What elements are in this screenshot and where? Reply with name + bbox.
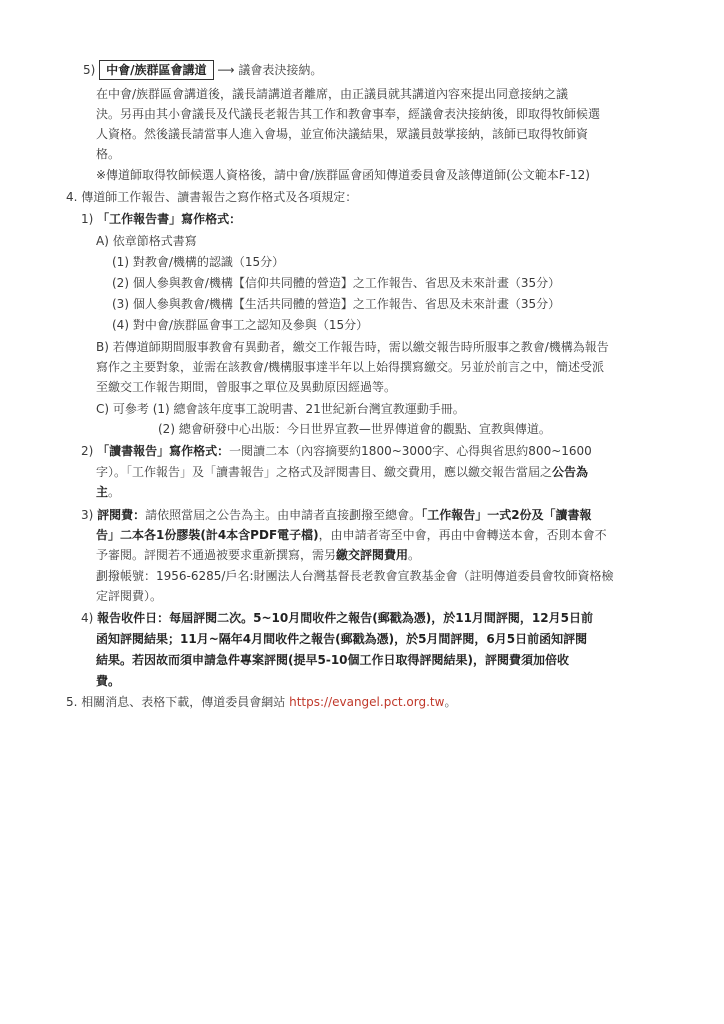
s3-text: 。 (408, 548, 421, 562)
item5-note: ※傳道師取得牧師候選人資格後，請中會/族群區會函知傳道委員會及該傳道師(公文範本F-12) (96, 168, 590, 182)
s1-a-item: (2) 個人參與教會/機構【信仰共同體的營造】之工作報告、省思及未來計畫（35分） (112, 276, 561, 290)
item5-line (83, 60, 322, 80)
s1-c-line: (2) 總會研發中心出版：今日世界宣教—世界傳道會的觀點、宣教與傳道。 (158, 422, 551, 436)
s2-title: 「讀書報告」寫作格式： (97, 444, 230, 458)
section4-heading: 4. 傳道師工作報告、讀書報告之寫作格式及各項規定： (66, 190, 358, 204)
section5-line (66, 694, 456, 710)
s2-bold: 公告為 (552, 465, 589, 479)
s4-line-1 (81, 610, 593, 626)
s2-number: 2) (81, 444, 94, 458)
s3-account-line: 劃撥帳號：1956-6285/戶名:財團法人台灣基督長老教會宣教基金會（註明傳道委員會牧師資格檢 (96, 569, 614, 583)
item5-number: 5) (83, 63, 96, 77)
s3-text: ，由申請者寄至中會，再由中會轉送本會，否則本會不 (318, 528, 607, 542)
item5-box-label: 中會/族群區會講道 (99, 60, 213, 80)
s4-line-4: 費。 (96, 674, 121, 688)
item5-para-line: 決。另再由其小會議長及代議長老報告其工作和教會事奉，經議會表決接納後，即取得牧師候選 (96, 107, 601, 121)
s1-title: 「工作報告書」寫作格式： (97, 212, 242, 226)
s4-number: 4) (81, 611, 94, 625)
s2-line-3 (96, 484, 120, 500)
s3-text: 予審閱。評閱若不通過被要求重新撰寫，需另 (96, 548, 337, 562)
s1-heading (81, 211, 241, 227)
s3-bold: 繳交評閱費用 (336, 548, 409, 562)
s2-text: 。 (108, 485, 121, 499)
s1-a-label: A) 依章節格式書寫 (96, 234, 197, 248)
s1-a-item: (1) 對教會/機構的認識（15分） (112, 255, 285, 269)
item5-para-line: 格。 (96, 147, 121, 161)
s2-bold: 主 (96, 485, 109, 499)
s1-a-item: (4) 對中會/族群區會事工之認知及參與（15分） (112, 318, 369, 332)
arrow-icon: ⟶ (217, 63, 235, 77)
s1-b-line: B) 若傳道師期間服事教會有異動者，繳交工作報告時，需以繳交報告時所服事之教會/機構為報告 (96, 340, 609, 354)
item5-para-line: 人資格。然後議長請當事人進入會場，並宣佈決議結果，眾議員鼓掌接納，該師已取得牧師資 (96, 127, 589, 141)
s3-line-1 (81, 507, 592, 523)
s1-b-line: 至繳交工作報告期間，曾服事之單位及異動原因經過等。 (96, 380, 397, 394)
s1-c-line: C) 可參考 (1) 總會該年度事工說明書、21世紀新台灣宣教運動手冊。 (96, 402, 465, 416)
s4-line-3: 結果。若因故而須申請急件專案評閱(提早5-10個工作日取得評閱結果)，評閱費須加倍收 (96, 653, 570, 667)
s3-line-2 (96, 527, 607, 543)
s3-bold: 「工作報告」一式2份及「讀書報 (421, 508, 592, 522)
s1-a-item: (3) 個人參與教會/機構【生活共同體的營造】之工作報告、省思及未來計畫（35分） (112, 297, 561, 311)
item5-para-line: 在中會/族群區會講道後，議長請講道者離席，由正議員就其講道內容來提出同意接納之議 (96, 87, 569, 101)
item5-result: 議會表決接納。 (238, 63, 323, 77)
section5-end: 。 (444, 695, 457, 709)
s3-line-3 (96, 547, 420, 563)
s4-bold: 報告收件日：每屆評閱二次。5~10月間收件之報告(郵戳為憑)，於11月間評閱，12月5日前 (97, 611, 593, 625)
s3-number: 3) (81, 508, 94, 522)
s4-line-2: 函知評閱結果；11月~隔年4月間收件之報告(郵戳為憑)，於5月間評閱，6月5日前函知評閱 (96, 632, 588, 646)
s3-bold: 告」二本各1份膠裝(計4本含PDF電子檔) (96, 528, 319, 542)
s3-account-line: 定評閱費）。 (96, 589, 163, 603)
s2-line-1 (81, 443, 592, 459)
s1-number: 1) (81, 212, 94, 226)
website-link[interactable]: https://evangel.pct.org.tw (289, 695, 445, 709)
s3-title: 評閱費： (97, 508, 146, 522)
section5-text: 5. 相關消息、表格下載，傳道委員會網站 (66, 695, 286, 709)
s3-text: 請依照當屆之公告為主。由申請者直接劃撥至總會。 (145, 508, 422, 522)
s2-text: 字）。「工作報告」及「讀書報告」之格式及評閱書目、繳交費用，應以繳交報告當屆之 (96, 465, 553, 479)
s1-b-line: 寫作之主要對象，並需在該教會/機構服事達半年以上始得撰寫繳交。另並於前言之中，簡述受派 (96, 360, 605, 374)
s2-text: 一閱讀二本（內容摘要約1800~3000字、心得與省思約800~1600 (229, 444, 592, 458)
s2-line-2 (96, 464, 588, 480)
